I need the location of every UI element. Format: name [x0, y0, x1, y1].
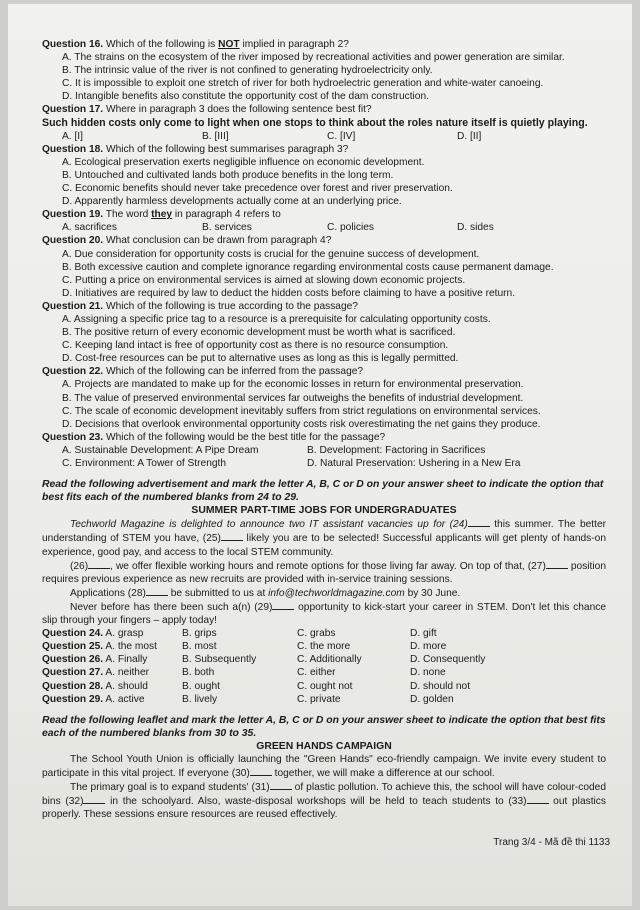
- option-b: B. Subsequently: [182, 654, 257, 666]
- option-c: C. ought not: [297, 680, 353, 692]
- option-b: B. Development: Factoring in Sacrifices: [307, 444, 486, 456]
- question-label-25: Question 25. A. the most: [42, 641, 157, 653]
- question-stem: Question 17. Where in paragraph 3 does the following sentence best fit?: [42, 104, 372, 116]
- question-label-27: Question 27. A. neither: [42, 667, 150, 679]
- paragraph: The School Youth Union is officially launching the "Green Hands" eco-friendly campaign. We invite every student to participate in this vital project. If everyone (30) together, we will make a difference at our school.: [42, 753, 606, 780]
- option-a: A. Ecological preservation exerts negligible influence on economic development.: [62, 156, 425, 168]
- option-a: A. Sustainable Development: A Pipe Dream: [62, 444, 259, 456]
- paragraph: The primary goal is to expand students' (31) of plastic pollution. To achieve this, the school will have colour-coded bins (32) in the schoolyard. Also, waste-disposal workshops will be held to teach students to (33) out plastics properly. These sessions ensure resources are reused effectively.: [42, 782, 607, 821]
- option-d: D. more: [410, 641, 447, 653]
- option-c: C. Environment: A Tower of Strength: [62, 458, 227, 469]
- option-a: A. Projects are mandated to make up for the economic losses in return for environmental preservation.: [62, 379, 524, 391]
- option-b: B. grips: [182, 628, 217, 640]
- option-b: B. both: [182, 667, 215, 679]
- option-c: C. Putting a price on environmental services is aimed at slowing down economic projects.: [62, 274, 466, 286]
- blank-questions-grid: [42, 627, 606, 706]
- option-d: D. Natural Preservation: Ushering in a New Era: [307, 458, 521, 469]
- question-stem: Question 20. What conclusion can be drawn from paragraph 4?: [42, 235, 332, 247]
- option-c: C. Economic benefits should never take precedence over forest and river preservation.: [62, 183, 453, 195]
- page-footer: Trang 3/4 - Mã đề thi 1133: [493, 837, 610, 848]
- option-b: B. most: [182, 641, 217, 653]
- option-b: B. The intrinsic value of the river is not confined to generating hydroelectricity only.: [62, 65, 433, 77]
- question-16: [42, 38, 606, 103]
- leaflet-section: [42, 714, 606, 822]
- answer-blank: [270, 780, 292, 790]
- answer-blank: [221, 531, 243, 541]
- answer-blank: [88, 559, 110, 569]
- answer-blank: [250, 766, 272, 776]
- option-d: D. Intangible benefits also constitute the opportunity cost of the dam construction.: [62, 91, 429, 103]
- paragraph: Techworld Magazine is delighted to announce two IT assistant vacancies up for (24) this summer. The better understanding of STEM you have, (25) likely you are to be selected! Successful applicants will get plenty of hands-on experience, good pay, and access to the local STEM community.: [42, 519, 606, 558]
- quoted-sentence: Such hidden costs only come to light when one stops to think about the roles nature itself is quietly playing.: [42, 116, 588, 129]
- option-c: C. private: [297, 693, 341, 705]
- exam-page: [8, 4, 632, 906]
- paragraph: (26) , we offer flexible working hours and remote options for those living far away. On top of that, (27) position requires previous experience as new recruits are provided with in-service training sessions.: [42, 560, 606, 585]
- option-d: D. Cost-free resources can be put to alternative uses as long as this is legally permitted.: [62, 353, 459, 365]
- option-b: B. services: [202, 222, 252, 234]
- option-b: B. Untouched and cultivated lands both produce benefits in the long term.: [62, 169, 394, 181]
- question-label-24: Question 24. A. grasp: [42, 628, 144, 640]
- option-d: D. golden: [410, 693, 454, 705]
- email-address: info@techworldmagazine.com: [268, 587, 405, 599]
- option-d: D. gift: [410, 628, 437, 640]
- options-row: [42, 221, 606, 234]
- option-d: D. sides: [457, 222, 494, 234]
- page-content: [8, 4, 632, 821]
- answer-blank: [83, 794, 105, 804]
- question-stem: Question 22. Which of the following can be inferred from the passage?: [42, 366, 364, 378]
- leaflet-title: GREEN HANDS CAMPAIGN: [256, 740, 392, 752]
- option-b: B. Both excessive caution and complete ignorance regarding environmental costs cause permanent damage.: [62, 261, 554, 273]
- option-d: D. [II]: [457, 130, 482, 142]
- question-stem: Question 23. Which of the following would be the best title for the passage?: [42, 431, 386, 443]
- question-stem: Question 16. Which of the following is NOT implied in paragraph 2?: [42, 39, 349, 50]
- question-stem: Question 18. Which of the following best summarises paragraph 3?: [42, 143, 349, 155]
- option-d: D. Apparently harmless developments actually come at an underlying price.: [62, 196, 402, 208]
- option-a: A. sacrifices: [62, 222, 117, 234]
- option-a: A. Assigning a specific price tag to a resource is a prerequisite for calculating opportunity costs.: [62, 313, 491, 325]
- paragraph: Applications (28) be submitted to us at info@techworldmagazine.com by 30 June.: [70, 587, 461, 599]
- option-a: A. Due consideration for opportunity costs is crucial for the genuine success of development.: [62, 248, 480, 260]
- question-label-29: Question 29. A. active: [42, 693, 145, 705]
- option-b: B. lively: [182, 693, 218, 705]
- question-stem: Question 21. Which of the following is true according to the passage?: [42, 300, 358, 312]
- option-b: B. The value of preserved environmental services far outweighs the benefits of industrial development.: [62, 392, 524, 404]
- advertisement-section: [42, 478, 606, 627]
- answer-blank: [272, 600, 294, 610]
- option-c: C. It is impossible to exploit one stretch of river for both hydroelectric generation and white-water canoeing.: [62, 78, 544, 90]
- answer-blank: [527, 794, 549, 804]
- option-c: C. either: [297, 667, 336, 679]
- answer-blank: [468, 517, 490, 527]
- option-c: C. the more: [297, 641, 351, 653]
- question-21: [42, 300, 606, 365]
- question-label-28: Question 28. A. should: [42, 680, 148, 692]
- question-label-26: Question 26. A. Finally: [42, 654, 148, 666]
- paragraph: Never before has there been such a(n) (29) opportunity to kick-start your career in STEM. Don't let this chance slip through your fingers – apply today!: [42, 601, 606, 627]
- options-row: [42, 130, 606, 143]
- option-d: D. should not: [410, 680, 471, 692]
- option-c: C. Keeping land intact is free of opportunity cost as there is no resource consumption.: [62, 340, 449, 352]
- option-c: C. Additionally: [297, 654, 362, 666]
- option-b: B. The positive return of every economic development must be worth what is sacrificed.: [62, 327, 456, 339]
- question-stem: Question 19. The word they in paragraph 4 refers to: [42, 209, 281, 221]
- question-22: [42, 365, 606, 430]
- section-instruction: Read the following leaflet and mark the letter A, B, C or D on your answer sheet to indicate the option that best fits each of the numbered blanks from 30 to 35.: [42, 714, 606, 739]
- answer-blank: [146, 586, 168, 596]
- question-20: [42, 234, 606, 299]
- answer-blank: [546, 559, 568, 569]
- question-18: [42, 143, 606, 208]
- option-d: D. Initiatives are required by law to deduct the hidden costs before claiming to have a positive return.: [62, 287, 516, 299]
- option-c: C. The scale of economic development inevitably suffers from strict regulations on environmental services.: [62, 405, 541, 417]
- question-23: [42, 431, 606, 470]
- section-instruction: Read the following advertisement and mark the letter A, B, C or D on your answer sheet to indicate the option that best fits each of the numbered blanks from 24 to 29.: [42, 479, 604, 504]
- option-d: D. Decisions that overlook environmental opportunity costs risk overestimating the net gains they produce.: [62, 418, 541, 430]
- question-19: [42, 208, 606, 234]
- option-a: A. The strains on the ecosystem of the river imposed by recreational activities and power generation are similar.: [62, 52, 565, 64]
- options-row: [42, 444, 606, 470]
- option-d: D. none: [410, 667, 446, 679]
- option-b: B. ought: [182, 680, 220, 692]
- option-b: B. [III]: [202, 130, 229, 142]
- option-c: C. policies: [327, 222, 374, 234]
- option-c: C. grabs: [297, 628, 336, 640]
- option-c: C. [IV]: [327, 130, 356, 142]
- option-d: D. Consequently: [410, 654, 486, 666]
- question-17: [42, 103, 606, 142]
- option-a: A. [I]: [62, 130, 83, 142]
- advertisement-title: SUMMER PART-TIME JOBS FOR UNDERGRADUATES: [191, 505, 457, 517]
